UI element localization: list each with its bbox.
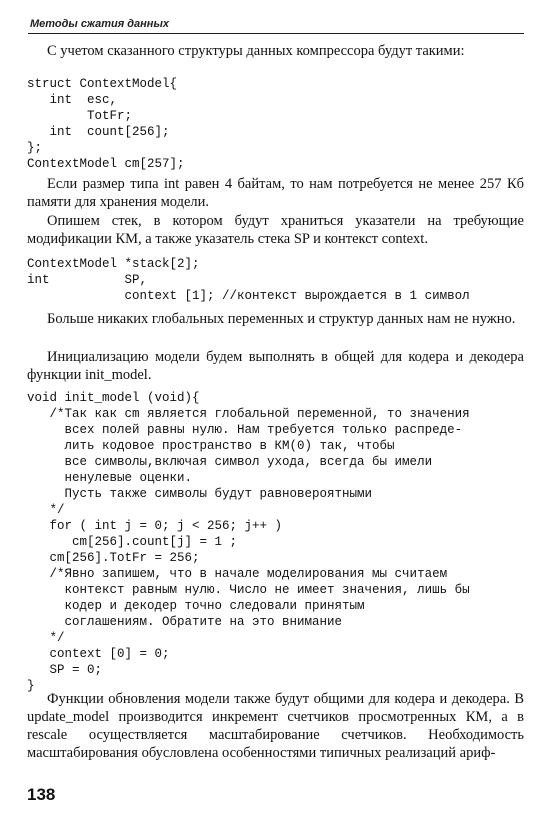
paragraph-update: [27, 690, 524, 762]
paragraph-memory-text: Если размер типа int равен 4 байтам, то нам потребуется не менее 257 Кб памяти для хранения модели.: [27, 176, 524, 210]
paragraph-init-text: Инициализацию модели будем выполнять в общей для кодера и декодера функции init_model.: [27, 349, 524, 383]
running-head-title: Методы сжатия данных: [30, 18, 169, 30]
header-rule: [28, 33, 524, 34]
paragraph-intro-text: С учетом сказанного структуры данных компрессора будут такими:: [47, 43, 465, 59]
paragraph-stack: [27, 212, 524, 248]
code-struct-context-model: struct ContextModel{ int esc, TotFr; int count[256]; }; ContextModel cm[257];: [27, 77, 185, 171]
paragraph-init: [27, 348, 524, 384]
paragraph-no-globals-text: Больше никаких глобальных переменных и структур данных нам не нужно.: [47, 311, 516, 327]
code-stack-declaration: ContextModel *stack[2]; int SP, context [1]; //контекст вырождается в 1 символ: [27, 257, 470, 303]
page-number: 138: [27, 785, 56, 804]
paragraph-intro: [27, 42, 524, 60]
paragraph-memory: [27, 175, 524, 211]
paragraph-stack-text: Опишем стек, в котором будут храниться указатели на требующие модификации КМ, а также указатель стека SP и контекст context.: [27, 213, 524, 247]
code-init-model: void init_model (void){ /*Так как cm является глобальной переменной, то значения всех полей равны нулю. Нам требуется только распреде- лить кодовое пространство в КМ(0) так, чтобы все символы,включая символ ухода, всегда бы имели ненулевые оценки. Пусть также символы будут равновероятными */ for ( int j = 0; j < 256; j++ ) cm[256].count[j] = 1 ; cm[256].TotFr = 256; /*Явно запишем, что в начале моделирования мы считаем контекст равным нулю. Число не имеет значения, лишь бы кодер и декодер точно следовали принятым соглашениям. Обратите на это внимание */ context [0] = 0; SP = 0; }: [27, 391, 470, 693]
paragraph-update-text: Функции обновления модели также будут общими для кодера и декодера. В update_model производится инкремент счетчиков просмотренных КМ, а в rescale осуществляется масштабирование счетчиков. Необходимость масштабирования обусловлена особенностями типичных реализаций ариф-: [27, 691, 524, 761]
paragraph-no-globals: [27, 310, 524, 328]
